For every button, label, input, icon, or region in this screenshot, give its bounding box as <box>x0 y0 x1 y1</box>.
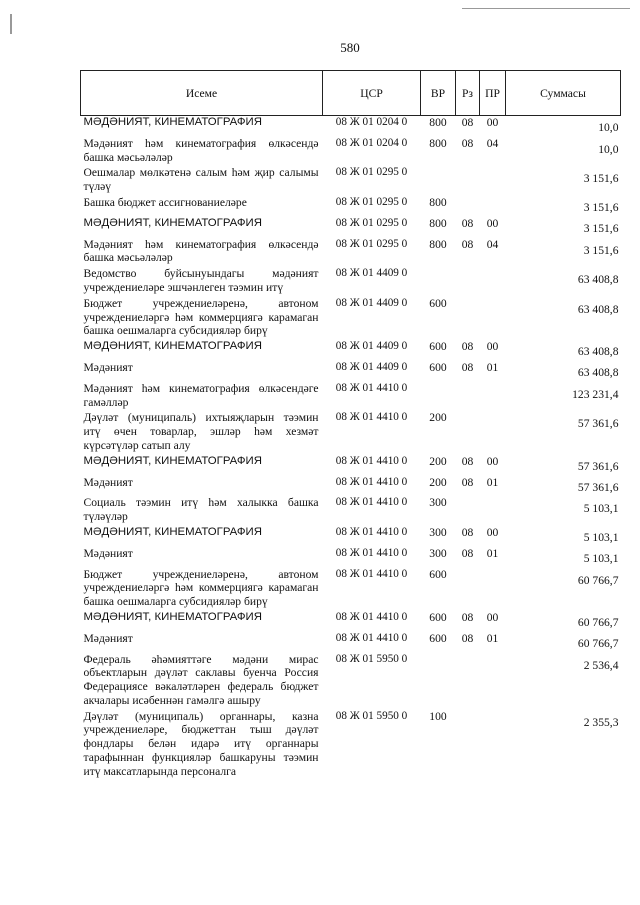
row-vr: 600 <box>429 360 447 374</box>
row-sum: 57 361,6 <box>577 459 619 473</box>
row-vr: 200 <box>429 411 447 425</box>
row-pr: 01 <box>486 631 499 645</box>
row-rz <box>456 267 480 297</box>
table-row <box>81 411 621 454</box>
row-csr: 08 Ж 01 4410 0 <box>335 475 408 488</box>
table-body <box>81 116 621 781</box>
table-row <box>81 632 621 653</box>
row-sum: 3 151,6 <box>583 221 619 235</box>
row-pr <box>480 196 506 217</box>
row-vr: 800 <box>429 136 447 150</box>
header-name: Исеме <box>81 71 323 116</box>
row-name: Дәүләт (муниципаль) ихтыяҗларын тәэмин итү өчен товарлар, эшләр һәм хезмәт күрсәтүләр сатып алу <box>83 411 319 452</box>
row-csr: 08 Ж 01 4410 0 <box>335 525 408 538</box>
row-rz: 08 <box>461 475 474 489</box>
row-sum: 63 408,8 <box>577 345 619 359</box>
row-rz: 08 <box>461 631 474 645</box>
row-name: Мәдәният һәм кинематография өлкәсендә башка мәсьәләләр <box>83 237 319 265</box>
row-csr: 08 Ж 01 5950 0 <box>335 652 408 665</box>
row-csr: 08 Ж 01 4409 0 <box>335 360 408 373</box>
row-csr: 08 Ж 01 4410 0 <box>335 381 408 394</box>
row-name: Мәдәният һәм кинематография өлкәсендә башка мәсьәләләр <box>83 136 319 164</box>
row-vr: 200 <box>429 475 447 489</box>
page-number: 580 <box>340 40 360 55</box>
table-row <box>81 196 621 217</box>
header-rz: Рз <box>456 71 480 116</box>
row-csr: 08 Ж 01 4410 0 <box>335 411 408 424</box>
row-vr <box>421 166 456 196</box>
budget-table-wrapper <box>80 70 620 781</box>
table-row <box>81 547 621 568</box>
row-sum: 5 103,1 <box>583 530 619 544</box>
table-row <box>81 297 621 340</box>
row-sum: 2 536,4 <box>583 658 619 672</box>
row-pr <box>480 297 506 340</box>
row-pr: 00 <box>486 525 499 539</box>
row-rz <box>456 653 480 710</box>
row-csr: 08 Ж 01 4409 0 <box>335 340 408 353</box>
row-pr <box>480 653 506 710</box>
row-sum: 63 408,8 <box>577 273 619 287</box>
row-csr: 08 Ж 01 0295 0 <box>335 216 408 229</box>
table-row <box>81 653 621 710</box>
row-vr: 200 <box>429 454 447 468</box>
row-rz <box>456 568 480 611</box>
header-csr: ЦСР <box>323 71 421 116</box>
row-name: Бюджет учреждениеләренә, автоном учреждениеләргә һәм коммерциягә карамаган башка оешмаларга субсидияләр бирү <box>83 567 319 609</box>
row-csr: 08 Ж 01 0204 0 <box>335 116 408 128</box>
row-sum: 3 151,6 <box>583 243 619 257</box>
row-vr: 300 <box>429 525 447 539</box>
row-pr: 01 <box>486 360 499 374</box>
table-row <box>81 267 621 297</box>
row-rz: 08 <box>461 454 474 468</box>
row-sum: 5 103,1 <box>583 551 619 565</box>
row-vr: 600 <box>429 631 447 645</box>
row-name: Ведомство буйсынуындагы мәдәният учреждениеләре эшчәнлеген тәэмин итү <box>83 267 319 294</box>
row-sum: 60 766,7 <box>577 636 619 650</box>
row-pr <box>480 496 506 526</box>
row-rz <box>456 196 480 217</box>
table-row <box>81 116 621 137</box>
row-sum: 3 151,6 <box>583 200 619 214</box>
row-rz <box>456 166 480 196</box>
row-vr <box>421 267 456 297</box>
row-pr <box>480 166 506 196</box>
row-csr: 08 Ж 01 4410 0 <box>335 610 408 623</box>
table-row <box>81 166 621 196</box>
table-row <box>81 496 621 526</box>
row-csr: 08 Ж 01 0295 0 <box>335 195 408 208</box>
row-pr: 00 <box>486 116 499 129</box>
row-rz <box>456 382 480 412</box>
row-rz: 08 <box>461 610 474 624</box>
table-row <box>81 361 621 382</box>
corner-mark <box>10 14 12 34</box>
row-vr: 800 <box>429 216 447 230</box>
row-pr <box>480 411 506 454</box>
row-csr: 08 Ж 01 0295 0 <box>335 237 408 250</box>
row-name: Социаль тәэмин итү һәм халыкка башка түләүләр <box>83 496 319 524</box>
table-row <box>81 611 621 632</box>
row-name: Оешмалар мөлкәтенә салым һәм җир салымы түләү <box>83 166 319 194</box>
row-vr: 800 <box>429 237 447 251</box>
row-pr: 01 <box>486 475 499 489</box>
row-sum: 3 151,6 <box>583 172 619 186</box>
row-pr: 04 <box>486 237 499 251</box>
row-csr: 08 Ж 01 0295 0 <box>335 166 408 179</box>
table-row <box>81 476 621 497</box>
row-csr: 08 Ж 01 4410 0 <box>335 496 408 509</box>
row-rz: 08 <box>461 360 474 374</box>
row-name: Мәдәният <box>83 475 133 489</box>
row-rz: 08 <box>461 340 474 354</box>
row-name: Башка бюджет ассигнованиеләре <box>83 195 247 209</box>
table-row <box>81 217 621 238</box>
row-vr: 300 <box>429 496 447 510</box>
row-vr: 100 <box>429 709 447 723</box>
row-vr: 800 <box>429 195 447 209</box>
table-header <box>81 71 621 116</box>
table-row <box>81 455 621 476</box>
row-csr: 08 Ж 01 5950 0 <box>335 709 408 722</box>
row-csr: 08 Ж 01 4410 0 <box>335 631 408 644</box>
table-row <box>81 526 621 547</box>
row-name: МӘДӘНИЯТ, КИНЕМАТОГРАФИЯ <box>83 340 262 353</box>
row-pr: 04 <box>486 136 499 150</box>
row-rz: 08 <box>461 525 474 539</box>
row-pr: 00 <box>486 454 499 468</box>
header-row <box>81 71 621 116</box>
row-vr: 300 <box>429 546 447 560</box>
row-sum: 57 361,6 <box>577 480 619 494</box>
row-csr: 08 Ж 01 4410 0 <box>335 454 408 467</box>
row-csr: 08 Ж 01 4409 0 <box>335 267 408 280</box>
row-pr <box>480 568 506 611</box>
row-sum: 123 231,4 <box>572 387 619 401</box>
row-pr: 00 <box>486 216 499 230</box>
row-sum: 63 408,8 <box>577 365 619 379</box>
row-name: Бюджет учреждениеләренә, автоном учреждениеләргә һәм коммерциягә карамаган башка оешмаларга субсидияләр бирү <box>83 296 319 338</box>
header-pr: ПР <box>480 71 506 116</box>
row-csr: 08 Ж 01 4409 0 <box>335 296 408 309</box>
row-csr: 08 Ж 01 4410 0 <box>335 567 408 580</box>
table-row <box>81 238 621 268</box>
row-name: Мәдәният <box>83 546 133 560</box>
row-vr: 600 <box>429 567 447 581</box>
row-pr: 01 <box>486 546 499 560</box>
header-vr: ВР <box>421 71 456 116</box>
row-sum: 57 361,6 <box>577 417 619 431</box>
row-sum: 63 408,8 <box>577 302 619 316</box>
row-pr <box>480 382 506 412</box>
row-vr: 600 <box>429 340 447 354</box>
table-row <box>81 710 621 781</box>
row-rz: 08 <box>461 546 474 560</box>
row-pr: 00 <box>486 610 499 624</box>
header-sum: Суммасы <box>506 71 621 116</box>
row-sum: 10,0 <box>598 142 619 156</box>
row-name: Дәүләт (муниципаль) органнары, казна учреждениеләре, бюджеттан тыш дәүләт фондлары белән идарә итү органнары тарафыннан функцияләр башкаруны тәэмин итү максатларында персоналга <box>83 709 319 778</box>
row-rz <box>456 710 480 781</box>
row-sum: 5 103,1 <box>583 502 619 516</box>
row-vr <box>421 382 456 412</box>
row-rz: 08 <box>461 136 474 150</box>
budget-table <box>80 70 621 781</box>
row-pr <box>480 267 506 297</box>
row-rz: 08 <box>461 237 474 251</box>
row-name: МӘДӘНИЯТ, КИНЕМАТОГРАФИЯ <box>83 116 262 128</box>
table-row <box>81 568 621 611</box>
row-csr: 08 Ж 01 0204 0 <box>335 136 408 149</box>
table-row <box>81 137 621 167</box>
row-rz <box>456 411 480 454</box>
row-name: Мәдәният <box>83 360 133 374</box>
row-sum: 60 766,7 <box>577 573 619 587</box>
table-row <box>81 340 621 361</box>
row-name: МӘДӘНИЯТ, КИНЕМАТОГРАФИЯ <box>83 216 262 229</box>
row-sum: 60 766,7 <box>577 615 619 629</box>
row-csr: 08 Ж 01 4410 0 <box>335 546 408 559</box>
row-pr <box>480 710 506 781</box>
row-name: МӘДӘНИЯТ, КИНЕМАТОГРАФИЯ <box>83 525 262 538</box>
row-pr: 00 <box>486 340 499 354</box>
row-vr <box>421 653 456 710</box>
top-rule <box>462 8 630 9</box>
table-row <box>81 382 621 412</box>
row-name: Федераль әһәмияттәге мәдәни мирас объектларын дәүләт саклавы буенча Россия Федерациясе вәкаләтләрен федераль бюджет акчалары исәбеннән гамәлгә ашыру <box>83 652 319 707</box>
row-rz <box>456 496 480 526</box>
row-rz <box>456 297 480 340</box>
row-name: МӘДӘНИЯТ, КИНЕМАТОГРАФИЯ <box>83 610 262 623</box>
row-sum: 10,0 <box>598 121 619 134</box>
row-vr: 800 <box>429 116 447 129</box>
row-vr: 600 <box>429 296 447 310</box>
row-name: Мәдәният һәм кинематография өлкәсендәге гамәлләр <box>83 381 319 409</box>
row-name: МӘДӘНИЯТ, КИНЕМАТОГРАФИЯ <box>83 454 262 467</box>
row-vr: 600 <box>429 610 447 624</box>
row-rz: 08 <box>461 216 474 230</box>
row-rz: 08 <box>461 116 474 129</box>
row-sum: 2 355,3 <box>583 715 619 729</box>
row-name: Мәдәният <box>83 631 133 645</box>
